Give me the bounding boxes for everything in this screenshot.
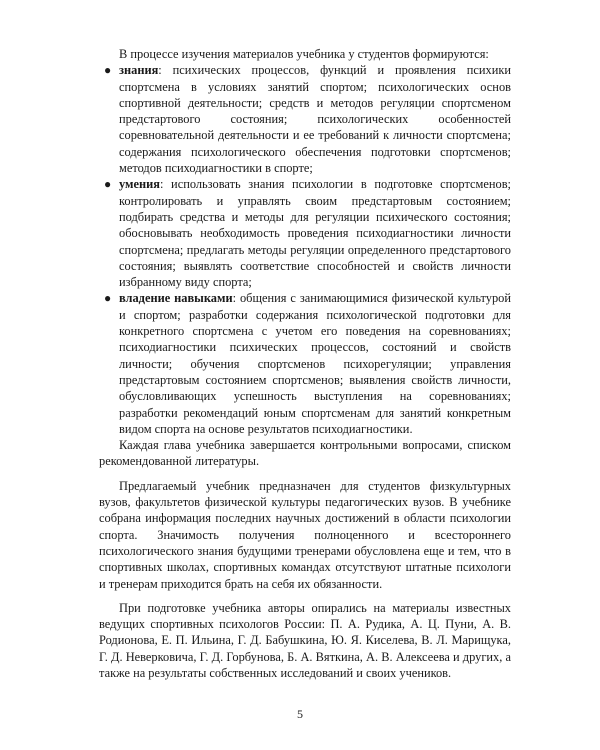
- bullet-icon: ●: [104, 63, 112, 78]
- text-abilities: : общения с занимающимися физической культурой и спортом; разработки содержания психологической подготовки для конкретного спортсмена с учетом его поведения на соревнованиях; психодиагностики психических процессов, состояний и свойств личности; обучения спортсменов психорегуляции; управления предстартовым состоянием спортсменов; выявления свойств личности, обусловливающих успешность выступления на соревнованиях; разработки рекомендаций юным спортсменам для занятий конкретным видом спорта на основе результатов психодиагностики.: [119, 291, 511, 436]
- term-knowledge: знания: [119, 63, 159, 78]
- list-item-skills: [104, 176, 511, 290]
- purpose-paragraph: Предлагаемый учебник предназначен для студентов физкультурных вузов, факультетов физической культуры педагогических вузов. В учебнике собрана информация последних научных достижений в области психологии спорта. Значимость получения полноценного и всестороннего психологического знания будущими тренерами обусловлена еще и тем, что в спортивных школах, спортивных командах отсутствуют штатные психологи и тренерам приходится брать на себя их обязанности.: [99, 478, 511, 591]
- competency-list: [99, 62, 511, 437]
- bullet-icon: ●: [104, 177, 112, 192]
- sources-paragraph: При подготовке учебника авторы опирались на материалы известных ведущих спортивных психологов России: П. А. Рудика, А. Ц. Пуни, А. В. Родионова, Е. П. Ильина, Г. Д. Бабушкина, Ю. Я. Киселева, В. Л. Марищука, Г. Д. Неверковича, Г. Д. Горбунова, Б. А. Вяткина, А. В. Алексеева и других, а также на результаты собственных исследований и своих учеников.: [99, 600, 511, 680]
- list-item-abilities: [104, 290, 511, 437]
- intro-paragraph: В процессе изучения материалов учебника у студентов формируются:: [119, 47, 489, 61]
- term-skills: умения: [119, 177, 160, 192]
- chapter-paragraph: Каждая глава учебника завершается контрольными вопросами, списком рекомендованной литературы.: [99, 438, 511, 469]
- bullet-icon: ●: [104, 291, 112, 306]
- term-abilities: владение навыками: [119, 291, 233, 306]
- list-item-knowledge: [104, 62, 511, 176]
- text-skills: : использовать знания психологии в подготовке спортсменов; контролировать и управлять своим предстартовым состоянием; подбирать средства и методы для регуляции психического состояния; обосновывать необходимость проведения психодиагностики личности спортсмена; предлагать методы регуляции определенного предстартового состояния; выявлять соответствие способностей и свойств личности избранному виду спорта;: [119, 177, 511, 290]
- page-body: [99, 46, 511, 681]
- text-knowledge: : психических процессов, функций и проявления психики спортсмена в условиях занятий спортом; психологических основ спортивной деятельности; средств и методов регуляции спортсменом предстартового состояния; психологических особенностей соревновательной деятельности и ее требований к личности спортсмена; содержания психологического обеспечения подготовки спортсменов; методов психодиагностики в спорте;: [119, 63, 511, 176]
- page-number: 5: [297, 707, 303, 721]
